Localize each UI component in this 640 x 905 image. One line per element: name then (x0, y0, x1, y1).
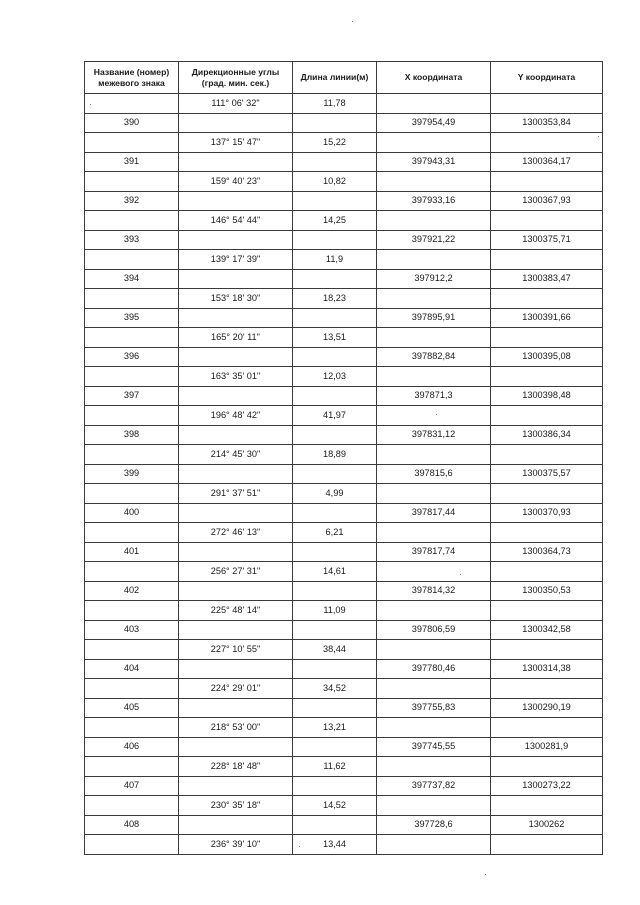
cell-x-coordinate: 397882,84 (377, 347, 491, 367)
table-row (85, 484, 603, 504)
cell-y-coordinate (491, 835, 603, 855)
table-body (85, 94, 603, 855)
cell-direction-angle: 146° 54' 44" (179, 211, 293, 231)
cell-direction-angle: 214° 45' 30" (179, 445, 293, 465)
cell-line-length (293, 347, 377, 367)
cell-x-coordinate (377, 250, 491, 270)
cell-mark-name: 407 (85, 776, 179, 796)
cell-x-coordinate: 397737,82 (377, 776, 491, 796)
table-row (85, 503, 603, 523)
cell-mark-name (85, 406, 179, 426)
cell-y-coordinate (491, 94, 603, 114)
cell-y-coordinate: 1300367,93 (491, 191, 603, 211)
cell-x-coordinate (377, 328, 491, 348)
cell-mark-name (85, 94, 179, 114)
cell-y-coordinate: 1300386,34 (491, 425, 603, 445)
cell-y-coordinate (491, 406, 603, 426)
cell-mark-name (85, 328, 179, 348)
cell-mark-name: 393 (85, 230, 179, 250)
cell-y-coordinate: 1300281,9 (491, 737, 603, 757)
cell-x-coordinate (377, 484, 491, 504)
cell-y-coordinate: 1300370,93 (491, 503, 603, 523)
cell-mark-name (85, 211, 179, 231)
table-row (85, 757, 603, 777)
cell-y-coordinate: 1300375,57 (491, 464, 603, 484)
cell-mark-name (85, 250, 179, 270)
table-row (85, 581, 603, 601)
cell-direction-angle (179, 308, 293, 328)
cell-y-coordinate: 1300395,08 (491, 347, 603, 367)
table-row (85, 172, 603, 192)
cell-mark-name: 404 (85, 659, 179, 679)
cell-direction-angle: 227° 10' 55" (179, 640, 293, 660)
table-row (85, 796, 603, 816)
cell-line-length: 14,25 (293, 211, 377, 231)
cell-x-coordinate: 397815,6 (377, 464, 491, 484)
cell-direction-angle (179, 464, 293, 484)
header-y-coordinate: Y координата (491, 62, 603, 94)
cell-y-coordinate (491, 328, 603, 348)
cell-direction-angle (179, 776, 293, 796)
cell-direction-angle: 165° 20' 11" (179, 328, 293, 348)
cell-direction-angle: 291° 37' 51" (179, 484, 293, 504)
cell-x-coordinate: 397933,16 (377, 191, 491, 211)
cell-line-length (293, 191, 377, 211)
cell-direction-angle (179, 386, 293, 406)
table-row (85, 698, 603, 718)
cell-line-length (293, 425, 377, 445)
cell-x-coordinate (377, 445, 491, 465)
table-header-row (85, 62, 603, 94)
cell-mark-name (85, 133, 179, 153)
cell-line-length: 15,22 (293, 133, 377, 153)
cell-direction-angle (179, 737, 293, 757)
cell-x-coordinate: 397921,22 (377, 230, 491, 250)
cell-direction-angle (179, 581, 293, 601)
cell-mark-name: 392 (85, 191, 179, 211)
cell-mark-name: 400 (85, 503, 179, 523)
cell-line-length: 34,52 (293, 679, 377, 699)
table-row (85, 542, 603, 562)
cell-line-length: 10,82 (293, 172, 377, 192)
cell-y-coordinate (491, 640, 603, 660)
header-direction-angle: Дирекционные углы (град. мин. сек.) (179, 62, 293, 94)
scan-speck (352, 21, 353, 22)
scan-speck (460, 574, 461, 575)
cell-mark-name (85, 484, 179, 504)
table-row (85, 113, 603, 133)
cell-x-coordinate (377, 367, 491, 387)
cell-direction-angle (179, 425, 293, 445)
cell-line-length (293, 815, 377, 835)
header-mark-name: Название (номер) межевого знака (85, 62, 179, 94)
cell-direction-angle: 153° 18' 30" (179, 289, 293, 309)
table-row (85, 425, 603, 445)
boundary-marks-table (84, 61, 603, 855)
cell-y-coordinate: 1300391,66 (491, 308, 603, 328)
cell-line-length: 13,44 (293, 835, 377, 855)
table-row (85, 776, 603, 796)
cell-x-coordinate (377, 640, 491, 660)
cell-y-coordinate: 1300273,22 (491, 776, 603, 796)
scan-speck (598, 136, 599, 137)
cell-direction-angle (179, 698, 293, 718)
cell-mark-name (85, 835, 179, 855)
cell-y-coordinate (491, 757, 603, 777)
cell-line-length: 6,21 (293, 523, 377, 543)
cell-mark-name: 396 (85, 347, 179, 367)
table-row (85, 250, 603, 270)
cell-mark-name (85, 367, 179, 387)
cell-direction-angle (179, 542, 293, 562)
cell-x-coordinate: 397817,74 (377, 542, 491, 562)
cell-y-coordinate: 1300398,48 (491, 386, 603, 406)
cell-x-coordinate (377, 94, 491, 114)
cell-x-coordinate (377, 133, 491, 153)
cell-line-length (293, 464, 377, 484)
cell-direction-angle: 196° 48' 42" (179, 406, 293, 426)
cell-y-coordinate: 1300314,38 (491, 659, 603, 679)
cell-line-length: 12,03 (293, 367, 377, 387)
cell-mark-name (85, 640, 179, 660)
cell-direction-angle (179, 347, 293, 367)
table-row (85, 289, 603, 309)
cell-mark-name (85, 562, 179, 582)
cell-mark-name: 398 (85, 425, 179, 445)
cell-mark-name (85, 445, 179, 465)
cell-direction-angle: 218° 53' 00" (179, 718, 293, 738)
cell-y-coordinate (491, 523, 603, 543)
cell-y-coordinate (491, 250, 603, 270)
cell-direction-angle: 225° 48' 14" (179, 601, 293, 621)
cell-y-coordinate (491, 289, 603, 309)
scan-speck (90, 104, 91, 105)
cell-x-coordinate: 397912,2 (377, 269, 491, 289)
table-row (85, 191, 603, 211)
cell-y-coordinate (491, 484, 603, 504)
cell-mark-name: 394 (85, 269, 179, 289)
cell-x-coordinate: 397806,59 (377, 620, 491, 640)
cell-mark-name: 399 (85, 464, 179, 484)
cell-direction-angle: 230° 35' 18" (179, 796, 293, 816)
cell-line-length (293, 581, 377, 601)
cell-y-coordinate (491, 718, 603, 738)
cell-y-coordinate (491, 679, 603, 699)
scan-speck (299, 846, 300, 847)
table-row (85, 640, 603, 660)
table-row (85, 406, 603, 426)
table-row (85, 679, 603, 699)
cell-mark-name: 406 (85, 737, 179, 757)
cell-mark-name (85, 172, 179, 192)
table-row (85, 152, 603, 172)
cell-line-length (293, 152, 377, 172)
table-row (85, 328, 603, 348)
cell-direction-angle: 272° 46' 13" (179, 523, 293, 543)
cell-y-coordinate (491, 211, 603, 231)
cell-x-coordinate (377, 406, 491, 426)
cell-x-coordinate: 397728,6 (377, 815, 491, 835)
cell-x-coordinate (377, 601, 491, 621)
table-row (85, 620, 603, 640)
cell-x-coordinate (377, 718, 491, 738)
cell-y-coordinate (491, 562, 603, 582)
cell-line-length: 14,52 (293, 796, 377, 816)
cell-y-coordinate (491, 172, 603, 192)
cell-x-coordinate: 397780,46 (377, 659, 491, 679)
cell-y-coordinate: 1300375,71 (491, 230, 603, 250)
cell-direction-angle: 236° 39' 10" (179, 835, 293, 855)
cell-y-coordinate: 1300383,47 (491, 269, 603, 289)
cell-x-coordinate (377, 523, 491, 543)
cell-direction-angle: 139° 17' 39" (179, 250, 293, 270)
table-row (85, 659, 603, 679)
cell-direction-angle (179, 113, 293, 133)
cell-line-length: 11,62 (293, 757, 377, 777)
cell-line-length: 18,23 (293, 289, 377, 309)
table-row (85, 269, 603, 289)
cell-direction-angle: 228° 18' 48" (179, 757, 293, 777)
cell-mark-name: 402 (85, 581, 179, 601)
cell-x-coordinate: 397943,31 (377, 152, 491, 172)
cell-y-coordinate: 1300353,84 (491, 113, 603, 133)
cell-line-length (293, 113, 377, 133)
cell-x-coordinate: 397814,32 (377, 581, 491, 601)
scan-speck (436, 414, 437, 415)
cell-line-length (293, 737, 377, 757)
table-row (85, 445, 603, 465)
cell-line-length: 13,21 (293, 718, 377, 738)
table-row (85, 94, 603, 114)
cell-direction-angle (179, 191, 293, 211)
cell-mark-name: 397 (85, 386, 179, 406)
cell-line-length (293, 308, 377, 328)
cell-direction-angle (179, 152, 293, 172)
cell-x-coordinate (377, 757, 491, 777)
table-row (85, 230, 603, 250)
cell-line-length (293, 776, 377, 796)
cell-line-length (293, 659, 377, 679)
cell-line-length (293, 542, 377, 562)
table-row (85, 737, 603, 757)
cell-y-coordinate (491, 445, 603, 465)
cell-direction-angle (179, 269, 293, 289)
cell-x-coordinate (377, 796, 491, 816)
cell-x-coordinate (377, 835, 491, 855)
table-row (85, 815, 603, 835)
cell-x-coordinate: 397745,55 (377, 737, 491, 757)
scan-speck (485, 874, 486, 875)
cell-x-coordinate (377, 289, 491, 309)
cell-x-coordinate: 397954,49 (377, 113, 491, 133)
table-row (85, 562, 603, 582)
cell-direction-angle: 163° 35' 01" (179, 367, 293, 387)
cell-line-length (293, 386, 377, 406)
cell-x-coordinate: 397831,12 (377, 425, 491, 445)
cell-y-coordinate: 1300290,19 (491, 698, 603, 718)
cell-y-coordinate: 1300262 (491, 815, 603, 835)
cell-x-coordinate: 397755,83 (377, 698, 491, 718)
cell-mark-name: 405 (85, 698, 179, 718)
cell-x-coordinate: 397817,44 (377, 503, 491, 523)
cell-x-coordinate (377, 562, 491, 582)
cell-mark-name: 408 (85, 815, 179, 835)
cell-line-length (293, 620, 377, 640)
cell-line-length: 11,09 (293, 601, 377, 621)
cell-line-length (293, 269, 377, 289)
cell-y-coordinate (491, 367, 603, 387)
cell-line-length (293, 503, 377, 523)
cell-y-coordinate: 1300342,58 (491, 620, 603, 640)
cell-line-length: 14,61 (293, 562, 377, 582)
cell-y-coordinate (491, 133, 603, 153)
cell-line-length: 13,51 (293, 328, 377, 348)
cell-x-coordinate (377, 211, 491, 231)
cell-y-coordinate (491, 601, 603, 621)
cell-direction-angle (179, 620, 293, 640)
cell-mark-name: 391 (85, 152, 179, 172)
table-row (85, 347, 603, 367)
table-row (85, 601, 603, 621)
cell-y-coordinate (491, 796, 603, 816)
cell-direction-angle: 159° 40' 23" (179, 172, 293, 192)
cell-mark-name (85, 757, 179, 777)
cell-x-coordinate: 397895,91 (377, 308, 491, 328)
cell-mark-name (85, 289, 179, 309)
cell-line-length: 11,78 (293, 94, 377, 114)
cell-line-length: 41,97 (293, 406, 377, 426)
table-row (85, 464, 603, 484)
cell-line-length: 11,9 (293, 250, 377, 270)
cell-line-length: 18,89 (293, 445, 377, 465)
cell-direction-angle (179, 230, 293, 250)
table-row (85, 211, 603, 231)
cell-x-coordinate (377, 172, 491, 192)
cell-line-length (293, 230, 377, 250)
cell-line-length (293, 698, 377, 718)
cell-mark-name (85, 679, 179, 699)
cell-mark-name (85, 523, 179, 543)
cell-x-coordinate (377, 679, 491, 699)
cell-mark-name: 401 (85, 542, 179, 562)
cell-y-coordinate: 1300350,53 (491, 581, 603, 601)
cell-line-length: 38,44 (293, 640, 377, 660)
cell-direction-angle: 111° 06' 32" (179, 94, 293, 114)
cell-mark-name (85, 796, 179, 816)
cell-y-coordinate: 1300364,73 (491, 542, 603, 562)
cell-direction-angle (179, 815, 293, 835)
cell-direction-angle: 137° 15' 47" (179, 133, 293, 153)
table-row (85, 386, 603, 406)
cell-x-coordinate: 397871,3 (377, 386, 491, 406)
table-row (85, 308, 603, 328)
cell-mark-name (85, 718, 179, 738)
cell-mark-name: 395 (85, 308, 179, 328)
table-row (85, 523, 603, 543)
table-row (85, 718, 603, 738)
cell-mark-name (85, 601, 179, 621)
header-x-coordinate: X координата (377, 62, 491, 94)
cell-mark-name: 390 (85, 113, 179, 133)
table-row (85, 367, 603, 387)
header-line-length: Длина линии(м) (293, 62, 377, 94)
cell-direction-angle (179, 503, 293, 523)
cell-mark-name: 403 (85, 620, 179, 640)
cell-line-length: 4,99 (293, 484, 377, 504)
cell-direction-angle: 256° 27' 31" (179, 562, 293, 582)
cell-y-coordinate: 1300364,17 (491, 152, 603, 172)
table-row (85, 835, 603, 855)
table-row (85, 133, 603, 153)
cell-direction-angle: 224° 29' 01" (179, 679, 293, 699)
cell-direction-angle (179, 659, 293, 679)
